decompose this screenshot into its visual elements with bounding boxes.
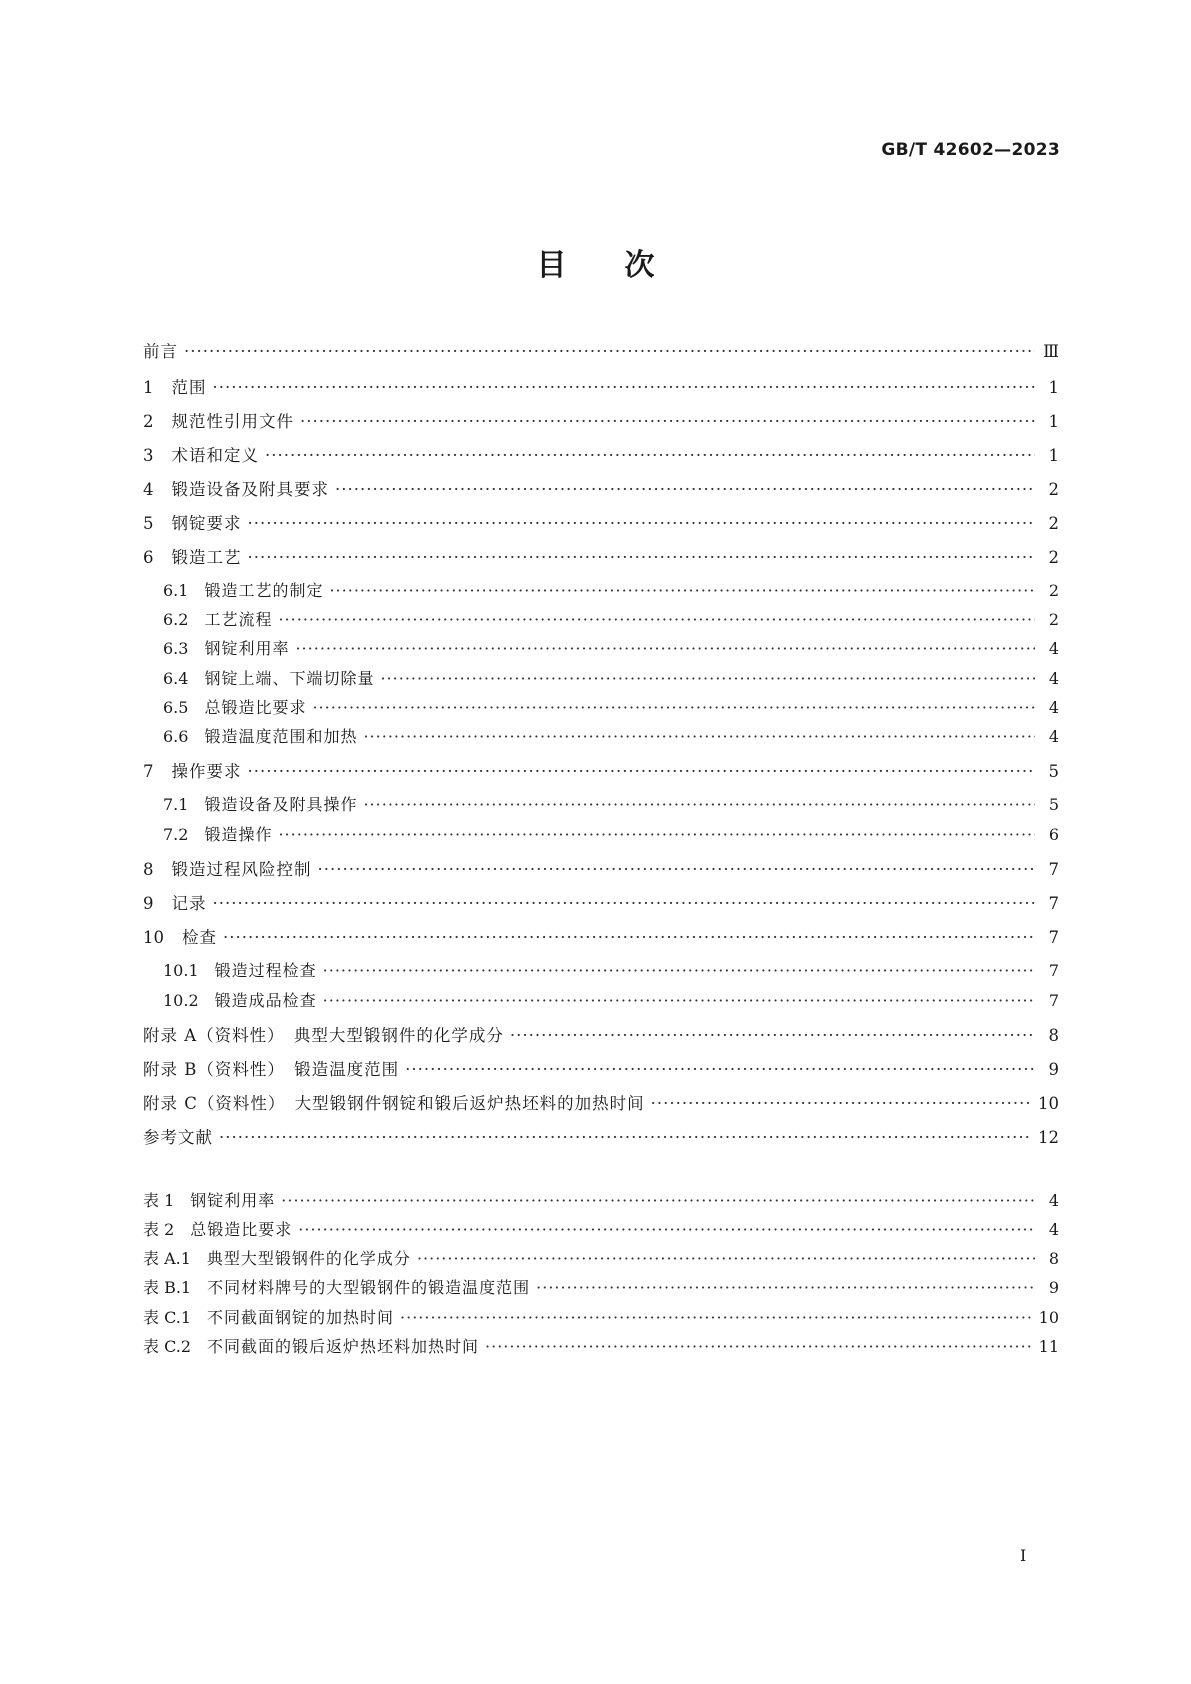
toc-entry-label: 不同截面的锻后返炉热坯料加热时间 bbox=[207, 1337, 480, 1356]
toc-entry-label: 锻造设备及附具操作 bbox=[204, 795, 358, 814]
toc-entry-page: 4 bbox=[1048, 1191, 1059, 1210]
toc-entry-label: 锻造操作 bbox=[204, 825, 273, 844]
toc-entry-page: 2 bbox=[1048, 514, 1059, 533]
toc-entry[interactable] bbox=[163, 666, 1059, 689]
toc-table-entry[interactable] bbox=[143, 1217, 1059, 1240]
toc-entry-page: 7 bbox=[1048, 928, 1059, 947]
toc-entry[interactable] bbox=[143, 758, 1059, 782]
dot-leader bbox=[380, 669, 1035, 688]
toc-entry-label: 锻造设备及附具要求 bbox=[171, 480, 329, 499]
toc-entry[interactable] bbox=[143, 442, 1059, 466]
toc-entry-label: 前言 bbox=[143, 342, 178, 361]
toc-entry[interactable] bbox=[143, 544, 1059, 568]
toc-entry-page: 2 bbox=[1048, 610, 1059, 629]
toc-entry-number: 4 bbox=[143, 480, 154, 499]
dot-leader bbox=[248, 548, 1036, 567]
toc-entry-number: 5 bbox=[143, 514, 154, 533]
toc-entry[interactable] bbox=[143, 1090, 1059, 1114]
toc-entry-label: 参考文献 bbox=[143, 1128, 213, 1147]
toc-entry-label: 工艺流程 bbox=[204, 610, 273, 629]
dot-leader bbox=[651, 1094, 1032, 1113]
toc-entry[interactable] bbox=[163, 988, 1059, 1011]
toc-entry-number: 6.6 bbox=[163, 727, 189, 746]
toc-entry-page: 12 bbox=[1038, 1128, 1059, 1147]
dot-leader bbox=[363, 795, 1035, 814]
page-number: Ⅰ bbox=[1020, 1546, 1027, 1565]
toc-entry-page: 5 bbox=[1048, 795, 1059, 814]
toc-entry[interactable] bbox=[143, 1056, 1059, 1080]
toc-entry-number: 6.5 bbox=[163, 698, 189, 717]
toc-entry-label: 锻造过程检查 bbox=[214, 961, 317, 980]
toc-entry-page: 4 bbox=[1048, 698, 1059, 717]
dot-leader bbox=[219, 1128, 1032, 1147]
toc-entry-number: 表 C.1 bbox=[143, 1308, 192, 1327]
dot-leader bbox=[184, 342, 1035, 361]
toc-entry[interactable] bbox=[163, 578, 1059, 601]
toc-entry[interactable] bbox=[143, 476, 1059, 500]
toc-entry-page: 2 bbox=[1048, 548, 1059, 567]
dot-leader bbox=[363, 727, 1035, 746]
toc-entry-page: 7 bbox=[1048, 860, 1059, 879]
toc-table-entry[interactable] bbox=[143, 1334, 1059, 1357]
toc-entry-number: 1 bbox=[143, 378, 154, 397]
toc-entry-label: 不同截面钢锭的加热时间 bbox=[207, 1308, 395, 1327]
toc-entry-number: 7.1 bbox=[163, 795, 189, 814]
toc-entry-number: 6.1 bbox=[163, 581, 189, 600]
toc-entry-label: 附录 A（资料性） 典型大型锻钢件的化学成分 bbox=[143, 1026, 504, 1045]
toc-entry-number: 9 bbox=[143, 894, 154, 913]
toc-entry[interactable] bbox=[163, 695, 1059, 718]
toc-entry-label: 锻造成品检查 bbox=[214, 991, 317, 1010]
toc-entry-number: 7 bbox=[143, 762, 154, 781]
toc-entry-number: 表 C.2 bbox=[143, 1337, 192, 1356]
dot-leader bbox=[536, 1278, 1035, 1297]
toc-entry-number: 6.3 bbox=[163, 639, 189, 658]
dot-leader bbox=[312, 698, 1035, 717]
toc-entry-label: 记录 bbox=[171, 894, 207, 913]
dot-leader bbox=[295, 639, 1035, 658]
toc-entry[interactable] bbox=[143, 408, 1059, 432]
dot-leader bbox=[248, 762, 1036, 781]
toc-entry-number: 6.4 bbox=[163, 669, 189, 688]
toc-entry[interactable] bbox=[163, 607, 1059, 630]
toc-entry[interactable] bbox=[143, 338, 1059, 362]
dot-leader bbox=[248, 514, 1036, 533]
toc-entry-page: 10 bbox=[1038, 1308, 1059, 1327]
toc-entry[interactable] bbox=[143, 924, 1059, 948]
standard-code: GB/T 42602—2023 bbox=[881, 140, 1060, 160]
toc-table-entry[interactable] bbox=[143, 1188, 1059, 1211]
toc-entry-label: 附录 B（资料性） 锻造温度范围 bbox=[143, 1060, 400, 1079]
toc-entry-label: 钢锭要求 bbox=[171, 514, 242, 533]
page-title: 目次 bbox=[536, 248, 713, 283]
dot-leader bbox=[417, 1249, 1035, 1268]
toc-entry[interactable] bbox=[163, 636, 1059, 659]
toc-entry-page: 4 bbox=[1048, 1220, 1059, 1239]
toc-entry-page: 7 bbox=[1048, 894, 1059, 913]
dot-leader bbox=[278, 825, 1035, 844]
toc-entry-page: 2 bbox=[1048, 581, 1059, 600]
dot-leader bbox=[323, 991, 1035, 1010]
toc-entry[interactable] bbox=[163, 792, 1059, 815]
toc-entry[interactable] bbox=[143, 510, 1059, 534]
toc-entry-label: 典型大型锻钢件的化学成分 bbox=[206, 1249, 411, 1268]
toc-entry[interactable] bbox=[143, 374, 1059, 398]
toc-entry-number: 表 A.1 bbox=[143, 1249, 191, 1268]
toc-entry-page: 5 bbox=[1048, 762, 1059, 781]
toc-entry-label: 钢锭利用率 bbox=[190, 1191, 276, 1210]
toc-entry-number: 10.1 bbox=[163, 961, 199, 980]
toc-entry-label: 锻造工艺的制定 bbox=[204, 581, 324, 600]
toc-table-entry[interactable] bbox=[143, 1246, 1059, 1269]
dot-leader bbox=[485, 1337, 1033, 1356]
dot-leader bbox=[323, 961, 1035, 980]
toc-entry-page: 7 bbox=[1048, 961, 1059, 980]
toc-entry-label: 术语和定义 bbox=[171, 446, 259, 465]
dot-leader bbox=[335, 480, 1035, 499]
toc-entry[interactable] bbox=[143, 890, 1059, 914]
toc-entry-label: 锻造过程风险控制 bbox=[171, 860, 312, 879]
toc-entry-page: 10 bbox=[1038, 1094, 1059, 1113]
toc-entry[interactable] bbox=[163, 958, 1059, 981]
toc-entry-number: 表 2 bbox=[143, 1220, 175, 1239]
toc-table-entry[interactable] bbox=[143, 1305, 1059, 1328]
toc-entry-number: 8 bbox=[143, 860, 154, 879]
dot-leader bbox=[223, 928, 1035, 947]
toc-entry-page: 1 bbox=[1048, 412, 1059, 431]
toc-entry-page: 7 bbox=[1048, 991, 1059, 1010]
toc-entry-number: 2 bbox=[143, 412, 154, 431]
dot-leader bbox=[510, 1026, 1035, 1045]
toc-entry-label: 范围 bbox=[171, 378, 207, 397]
toc-entry[interactable] bbox=[143, 1124, 1059, 1148]
toc-entry-page: Ⅲ bbox=[1043, 342, 1059, 361]
toc-entry-page: 8 bbox=[1048, 1026, 1059, 1045]
toc-entry-label: 锻造温度范围和加热 bbox=[204, 727, 358, 746]
toc-entry[interactable] bbox=[163, 822, 1059, 845]
dot-leader bbox=[213, 894, 1036, 913]
toc-entry-label: 规范性引用文件 bbox=[171, 412, 294, 431]
toc-entry-label: 检查 bbox=[182, 928, 217, 947]
toc-entry-label: 不同材料牌号的大型锻钢件的锻造温度范围 bbox=[207, 1278, 531, 1297]
toc-entry-page: 2 bbox=[1048, 480, 1059, 499]
toc-entry-page: 4 bbox=[1048, 727, 1059, 746]
toc-entry-page: 4 bbox=[1048, 669, 1059, 688]
dot-leader bbox=[318, 860, 1036, 879]
dot-leader bbox=[281, 1191, 1035, 1210]
toc-entry-page: 6 bbox=[1048, 825, 1059, 844]
toc-entry-page: 11 bbox=[1038, 1337, 1059, 1356]
toc-entry-number: 6.2 bbox=[163, 610, 189, 629]
toc-entry-number: 表 B.1 bbox=[143, 1278, 192, 1297]
toc-entry-number: 6 bbox=[143, 548, 154, 567]
toc-entry-label: 钢锭上端、下端切除量 bbox=[204, 669, 375, 688]
toc-entry-number: 7.2 bbox=[163, 825, 189, 844]
toc-entry-label: 附录 C（资料性） 大型锻钢件钢锭和锻后返炉热坯料的加热时间 bbox=[143, 1094, 645, 1113]
toc-entry-label: 钢锭利用率 bbox=[204, 639, 290, 658]
toc-entry-number: 10.2 bbox=[163, 991, 199, 1010]
dot-leader bbox=[213, 378, 1036, 397]
toc-entry-number: 表 1 bbox=[143, 1191, 175, 1210]
dot-leader bbox=[298, 1220, 1035, 1239]
toc-entry-page: 1 bbox=[1048, 378, 1059, 397]
toc-table-entry[interactable] bbox=[143, 1275, 1059, 1298]
toc-entry-page: 8 bbox=[1048, 1249, 1059, 1268]
toc-entry-page: 9 bbox=[1048, 1060, 1059, 1079]
toc-entry-number: 10 bbox=[143, 928, 164, 947]
dot-leader bbox=[405, 1060, 1035, 1079]
dot-leader bbox=[278, 610, 1035, 629]
dot-leader bbox=[265, 446, 1035, 465]
toc-entry-number: 3 bbox=[143, 446, 154, 465]
toc-entry-label: 总锻造比要求 bbox=[204, 698, 307, 717]
toc-entry[interactable] bbox=[163, 724, 1059, 747]
toc-entry-page: 9 bbox=[1048, 1278, 1059, 1297]
toc-entry-label: 操作要求 bbox=[171, 762, 242, 781]
toc-entry-label: 锻造工艺 bbox=[171, 548, 242, 567]
toc-entry-page: 1 bbox=[1048, 446, 1059, 465]
toc-entry-label: 总锻造比要求 bbox=[190, 1220, 293, 1239]
toc-entry-page: 4 bbox=[1048, 639, 1059, 658]
dot-leader bbox=[329, 581, 1035, 600]
toc-entry[interactable] bbox=[143, 1022, 1059, 1046]
dot-leader bbox=[400, 1308, 1033, 1327]
dot-leader bbox=[300, 412, 1035, 431]
toc-entry[interactable] bbox=[143, 856, 1059, 880]
